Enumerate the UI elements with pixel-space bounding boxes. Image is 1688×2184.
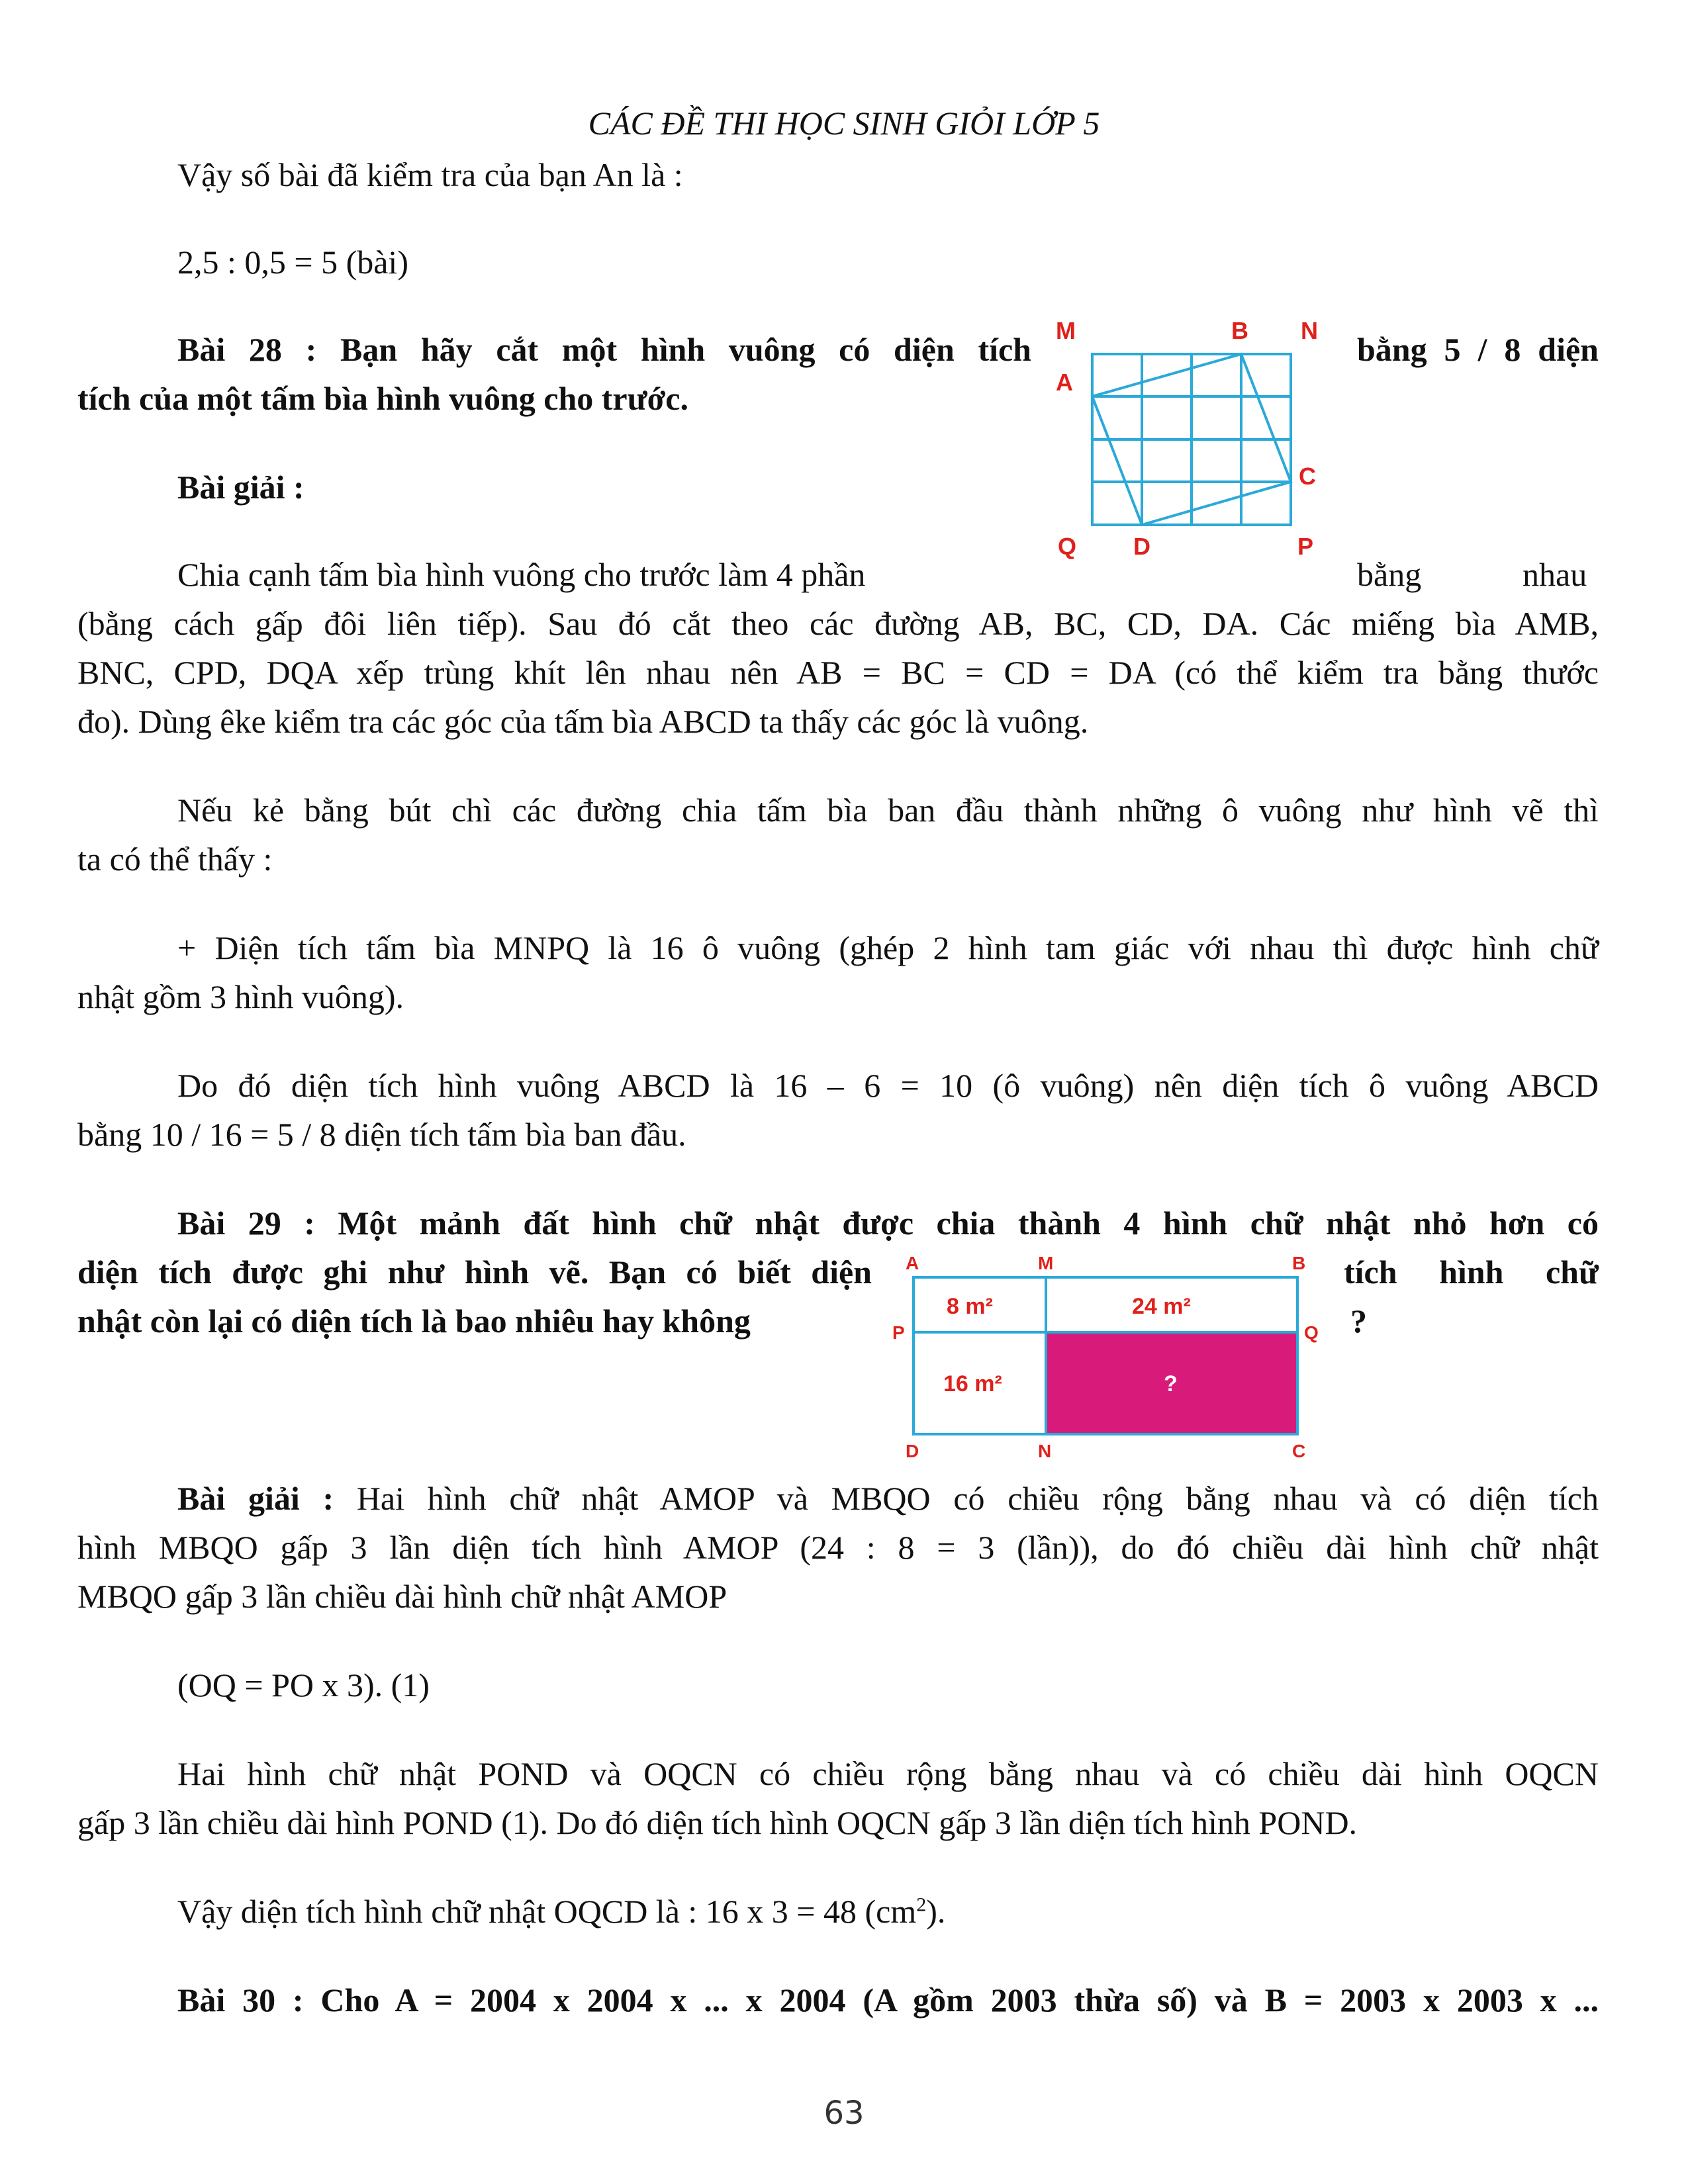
bai28-title-part3: tích của một tấm bìa hình vuông cho trước. [77, 380, 688, 417]
bai28-p3-line1: + Diện tích tấm bìa MNPQ là 16 ô vuông (ghép 2 hình tam giác với nhau thì được hình chữ [177, 929, 1599, 966]
label-a: A [906, 1253, 919, 1273]
bai29-answer-text: Vậy diện tích hình chữ nhật OQCD là : 16 x 3 = 48 (cm [177, 1893, 917, 1930]
bai28-p1-word-bang: bằng [1357, 556, 1422, 593]
bai29-p2-line2: gấp 3 lần chiều dài hình POND (1). Do đó diện tích hình OQCN gấp 3 lần diện tích hình POND. [77, 1804, 1358, 1841]
bai28-p4-line1: Do đó diện tích hình vuông ABCD là 16 – 6 = 10 (ô vuông) nên diện tích ô vuông ABCD [177, 1067, 1599, 1104]
label-c: C [1299, 463, 1316, 490]
bai29-title-line3-part2: ? [1350, 1302, 1367, 1340]
bai28-title-part1: Bài 28 : Bạn hãy cắt một hình vuông có diện tích [177, 331, 1031, 368]
label-d: D [1133, 533, 1150, 560]
intro-line-1: Vậy số bài đã kiểm tra của bạn An là : [177, 156, 683, 193]
page-header: CÁC ĐỀ THI HỌC SINH GIỎI LỚP 5 [588, 105, 1100, 142]
label-n: N [1301, 318, 1318, 344]
bai29-rectangle-figure [887, 1244, 1350, 1463]
cell-24m2: 24 m² [1132, 1294, 1191, 1319]
label-q: Q [1304, 1322, 1319, 1343]
bai29-solution-line2: hình MBQO gấp 3 lần diện tích hình AMOP (24 : 8 = 3 (lần)), do đó chiều dài hình chữ nhật [77, 1529, 1599, 1566]
bai29-title-line2-part2: tích hình chữ [1344, 1253, 1599, 1291]
bai28-p1-part1: Chia cạnh tấm bìa hình vuông cho trước làm 4 phần [177, 556, 866, 593]
bai28-p4-line2: bằng 10 / 16 = 5 / 8 diện tích tấm bìa ban đầu. [77, 1116, 686, 1153]
bai28-title-part2: bằng 5 / 8 diện [1357, 331, 1599, 368]
label-m: M [1038, 1253, 1054, 1273]
bai29-equation-1: (OQ = PO x 3). (1) [177, 1666, 430, 1704]
label-m: M [1056, 318, 1076, 344]
bai30-title: Bài 30 : Cho A = 2004 x 2004 x ... x 2004 (A gồm 2003 thừa số) và B = 2003 x 2003 x ... [177, 1981, 1599, 2019]
label-p: P [1297, 533, 1314, 560]
label-p: P [892, 1322, 905, 1343]
bai29-solution-label: Bài giải : [177, 1480, 334, 1517]
cell-unknown: ? [1164, 1371, 1178, 1396]
bai28-p1-line3: BNC, CPD, DQA xếp trùng khít lên nhau nên AB = BC = CD = DA (có thể kiểm tra bằng thước [77, 654, 1599, 691]
bai29-title-line3-part1: nhật còn lại có diện tích là bao nhiêu hay không [77, 1302, 751, 1340]
bai28-p1-line4: đo). Dùng êke kiểm tra các góc của tấm bìa ABCD ta thấy các góc là vuông. [77, 703, 1089, 740]
cell-16m2: 16 m² [943, 1371, 1002, 1396]
bai29-answer-exponent: 2 [916, 1893, 927, 1916]
cell-8m2: 8 m² [947, 1294, 993, 1319]
bai28-p3-line2: nhật gồm 3 hình vuông). [77, 978, 404, 1015]
bai29-title-line1: Bài 29 : Một mảnh đất hình chữ nhật được chia thành 4 hình chữ nhật nhỏ hơn có [177, 1205, 1599, 1242]
page-number: 63 [823, 2095, 865, 2132]
bai28-p1-line2: (bằng cách gấp đôi liên tiếp). Sau đó cắt theo các đường AB, BC, CD, DA. Các miếng bìa AMB, [77, 605, 1599, 642]
bai29-answer-close: ). [926, 1893, 946, 1930]
label-q: Q [1058, 533, 1077, 560]
bai29-solution-line1 [177, 1473, 1599, 1524]
bai28-p2-line2: ta có thể thấy : [77, 841, 273, 878]
bai28-p1-word-nhau: nhau [1523, 556, 1587, 593]
bai28-solution-label: Bài giải : [177, 469, 305, 506]
label-b: B [1292, 1253, 1306, 1273]
label-n: N [1038, 1441, 1052, 1461]
label-b: B [1231, 318, 1248, 344]
bai29-answer [177, 1886, 945, 1936]
label-a: A [1056, 369, 1073, 396]
bai29-p2-line1: Hai hình chữ nhật POND và OQCN có chiều rộng bằng nhau và có chiều dài hình OQCN [177, 1755, 1599, 1792]
bai28-p2-line1: Nếu kẻ bằng bút chì các đường chia tấm bìa ban đầu thành những ô vuông như hình vẽ thì [177, 792, 1599, 829]
bai29-solution-text: Hai hình chữ nhật AMOP và MBQO có chiều rộng bằng nhau và có diện tích [356, 1480, 1599, 1517]
label-c: C [1292, 1441, 1306, 1461]
bai28-square-figure [1046, 318, 1350, 563]
intro-line-2: 2,5 : 0,5 = 5 (bài) [177, 244, 408, 281]
bai29-solution-line3: MBQO gấp 3 lần chiều dài hình chữ nhật AMOP [77, 1578, 727, 1615]
bai29-title-line2-part1: diện tích được ghi như hình vẽ. Bạn có biết diện [77, 1253, 872, 1291]
label-d: D [906, 1441, 919, 1461]
